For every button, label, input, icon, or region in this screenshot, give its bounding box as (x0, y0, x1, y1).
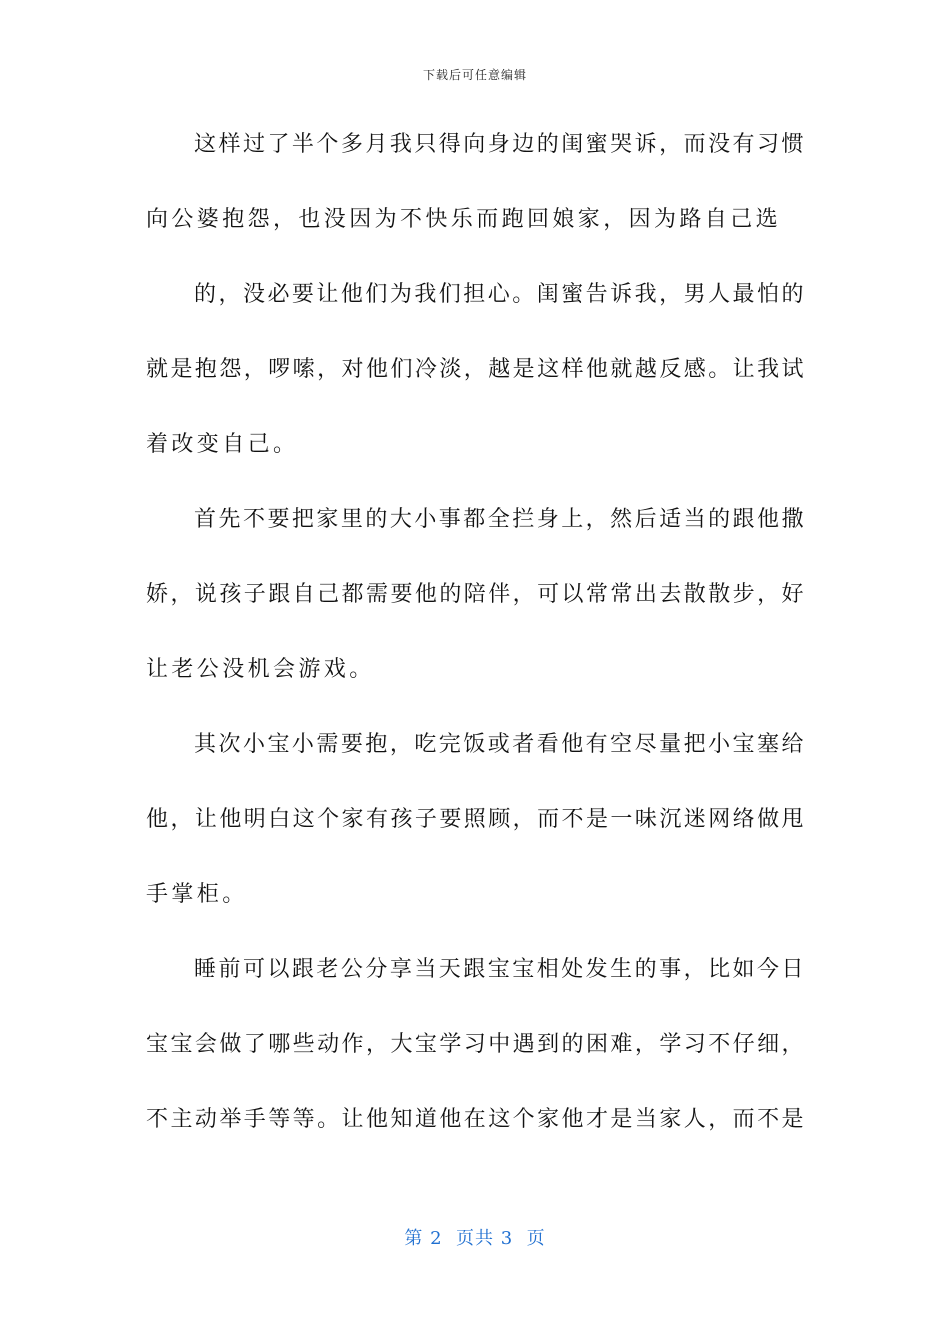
page-header: 下载后可任意编辑 (422, 68, 527, 82)
text-line: 向公婆抱怨，也没因为不快乐而跑回娘家，因为路自己选 (146, 207, 782, 232)
text-line: 睡前可以跟老公分享当天跟宝宝相处发生的事，比如今日 (194, 957, 806, 982)
text-line: 着改变自己。 (146, 432, 299, 457)
text-line: 娇，说孩子跟自己都需要他的陪伴，可以常常出去散散步，好 (146, 582, 806, 607)
text-line: 不主动举手等等。让他知道他在这个家他才是当家人，而不是 (146, 1107, 806, 1132)
text-line: 这样过了半个多月我只得向身边的闺蜜哭诉，而没有习惯 (194, 132, 806, 157)
text-line: 宝宝会做了哪些动作，大宝学习中遇到的困难，学习不仔细， (146, 1032, 806, 1057)
text-line: 首先不要把家里的大小事都全拦身上，然后适当的跟他撒 (194, 507, 806, 532)
text-line: 就是抱怨，啰嗦，对他们冷淡，越是这样他就越反感。让我试 (146, 357, 806, 382)
text-line: 的，没必要让他们为我们担心。闺蜜告诉我，男人最怕的 (194, 282, 806, 307)
text-line: 他，让他明白这个家有孩子要照顾，而不是一味沉迷网络做甩 (146, 807, 806, 832)
text-line: 其次小宝小需要抱，吃完饭或者看他有空尽量把小宝塞给 (194, 732, 806, 757)
page-number-footer: 第 2 页共 3 页 (404, 1228, 546, 1249)
text-line: 让老公没机会游戏。 (146, 657, 375, 682)
text-line: 手掌柜。 (146, 882, 248, 907)
